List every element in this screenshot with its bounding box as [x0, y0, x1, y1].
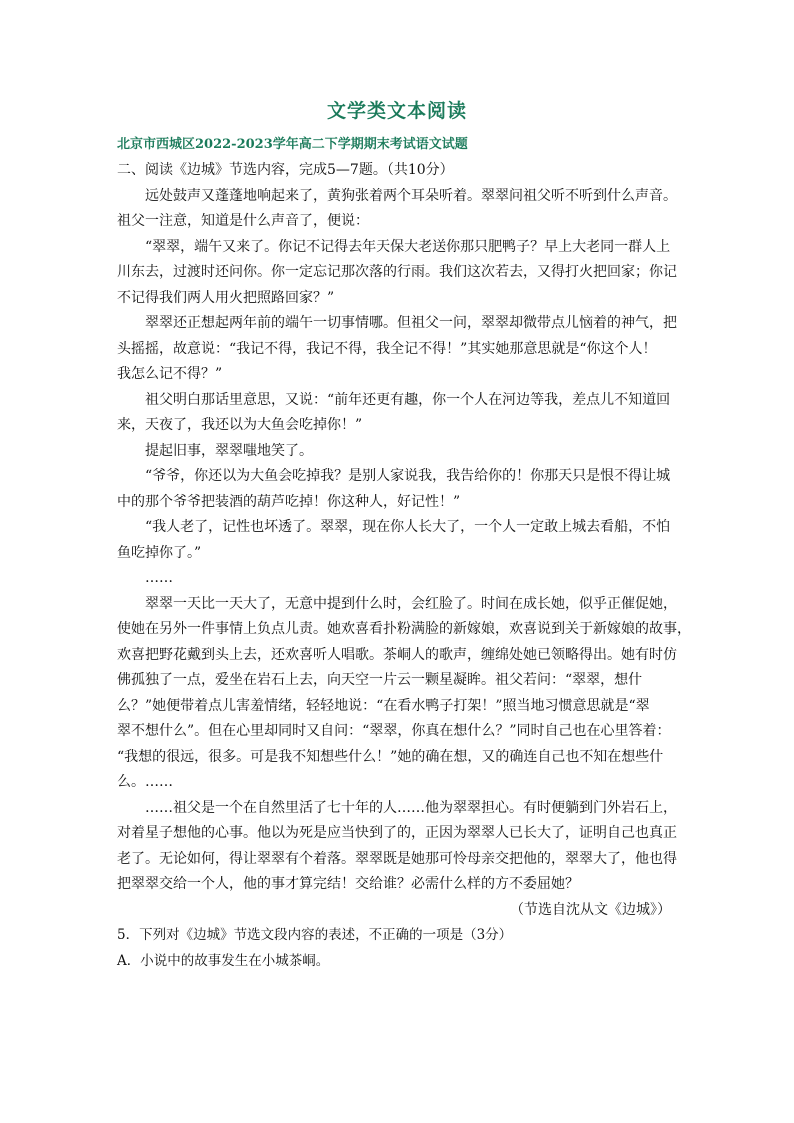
passage-line: ……祖父是一个在自然里活了七十年的人……他为翠翠担心。有时便躺到门外岩石上，	[145, 799, 677, 816]
passage-line: 头摇摇，故意说：“我记不得，我记不得，我全记不得！”其实她那意思就是“你这个人！	[117, 340, 657, 357]
passage-line: 我怎么记不得？”	[117, 366, 223, 382]
section-header: 二、阅读《边城》节选内容，完成5—7题。（共10分）	[117, 162, 454, 178]
passage-line: 不记得我们两人用火把照路回家？”	[117, 289, 335, 306]
passage-line: 老了。无论如何，得让翠翠有个着落。翠翠既是她那可怜母亲交把他的，翠翠大了，他也得	[117, 850, 677, 867]
passage-line: 提起旧事，翠翠嗤地笑了。	[145, 442, 313, 459]
passage-line: 祖父明白那话里意思，又说：“前年还更有趣，你一个人在河边等我，差点儿不知道回	[145, 391, 671, 408]
passage-line: 佛孤独了一点，爱坐在岩石上去，向天空一片云一颗星凝眸。祖父若问：“翠翠，想什	[117, 672, 643, 688]
passage-line: 翠不想什么”。但在心里却同时又自问：“翠翠，你真在想什么？”同时自己也在心里答着：	[117, 723, 671, 739]
passage-line: 远处鼓声又蓬蓬地响起来了，黄狗张着两个耳朵听着。翠翠问祖父听不听到什么声音。	[145, 187, 677, 204]
passage-line: 对着星子想他的心事。他以为死是应当快到了的，正因为翠翠人已长大了，证明自己也真正	[117, 825, 677, 841]
passage-line: 么。……	[117, 774, 173, 790]
passage-body	[117, 158, 691, 974]
passage-line: 翠翠还正想起两年前的端午一切事情哪。但祖父一问，翠翠却微带点儿恼着的神气，把	[145, 315, 677, 331]
passage-line: “翠翠，端午又来了。你记不记得去年天保大老送你那只肥鸭子？早上大老同一群人上	[145, 238, 671, 255]
passage-source: （节选自沈从文《边城》）	[510, 901, 671, 918]
passage-line: “我想的很远，很多。可是我不知想些什么！”她的确在想，又的确连自己也不知在想些什	[117, 748, 664, 765]
passage-line: 么？”她便带着点儿害羞情绪，轻轻地说：“在看水鸭子打架！”照当地习惯意思就是“翠	[117, 697, 650, 714]
passage-line: 鱼吃掉你了。”	[117, 544, 202, 561]
page-title: 文学类文本阅读	[326, 100, 467, 122]
ellipsis-line: ……	[145, 570, 173, 586]
passage-line: 翠翠一天比一天大了，无意中提到什么时，会红脸了。时间在成长她，似乎正催促她，	[145, 595, 677, 612]
passage-line: 中的那个爷爷把装酒的葫芦吃掉！你这种人，好记性！”	[117, 493, 461, 510]
exam-source-heading: 北京市西城区2022-2023学年高二下学期期末考试语文试题	[117, 137, 468, 152]
passage-line: 把翠翠交给一个人，他的事才算完结！交给谁？必需什么样的方不委屈她？	[117, 876, 579, 892]
passage-line: 来，天夜了，我还以为大鱼会吃掉你！”	[117, 417, 363, 433]
passage-line: 欢喜把野花戴到头上去，还欢喜听人唱歌。茶峒人的歌声，缠绵处她已领略得出。她有时仿	[117, 646, 677, 663]
passage-line: 川东去，过渡时还问你。你一定忘记那次落的行雨。我们这次若去，又得打火把回家；你记	[117, 264, 677, 280]
passage-line: “我人老了，记性也坏透了。翠翠，现在你人长大了，一个人一定敢上城去看船，不怕	[145, 519, 671, 535]
passage-line: 使她在另外一件事情上负点儿责。她欢喜看扑粉满脸的新嫁娘，欢喜说到关于新嫁娘的故事，	[117, 621, 691, 637]
question-option-a: A．小说中的故事发生在小城茶峒。	[117, 952, 330, 969]
passage-line: “爷爷，你还以为大鱼会吃掉我？是别人家说我，我告给你的！你那天只是恨不得让城	[145, 468, 671, 484]
passage-line: 祖父一注意，知道是什么声音了，便说：	[117, 213, 369, 229]
question-5: 5．下列对《边城》节选文段内容的表述，不正确的一项是（3分）	[117, 927, 513, 943]
